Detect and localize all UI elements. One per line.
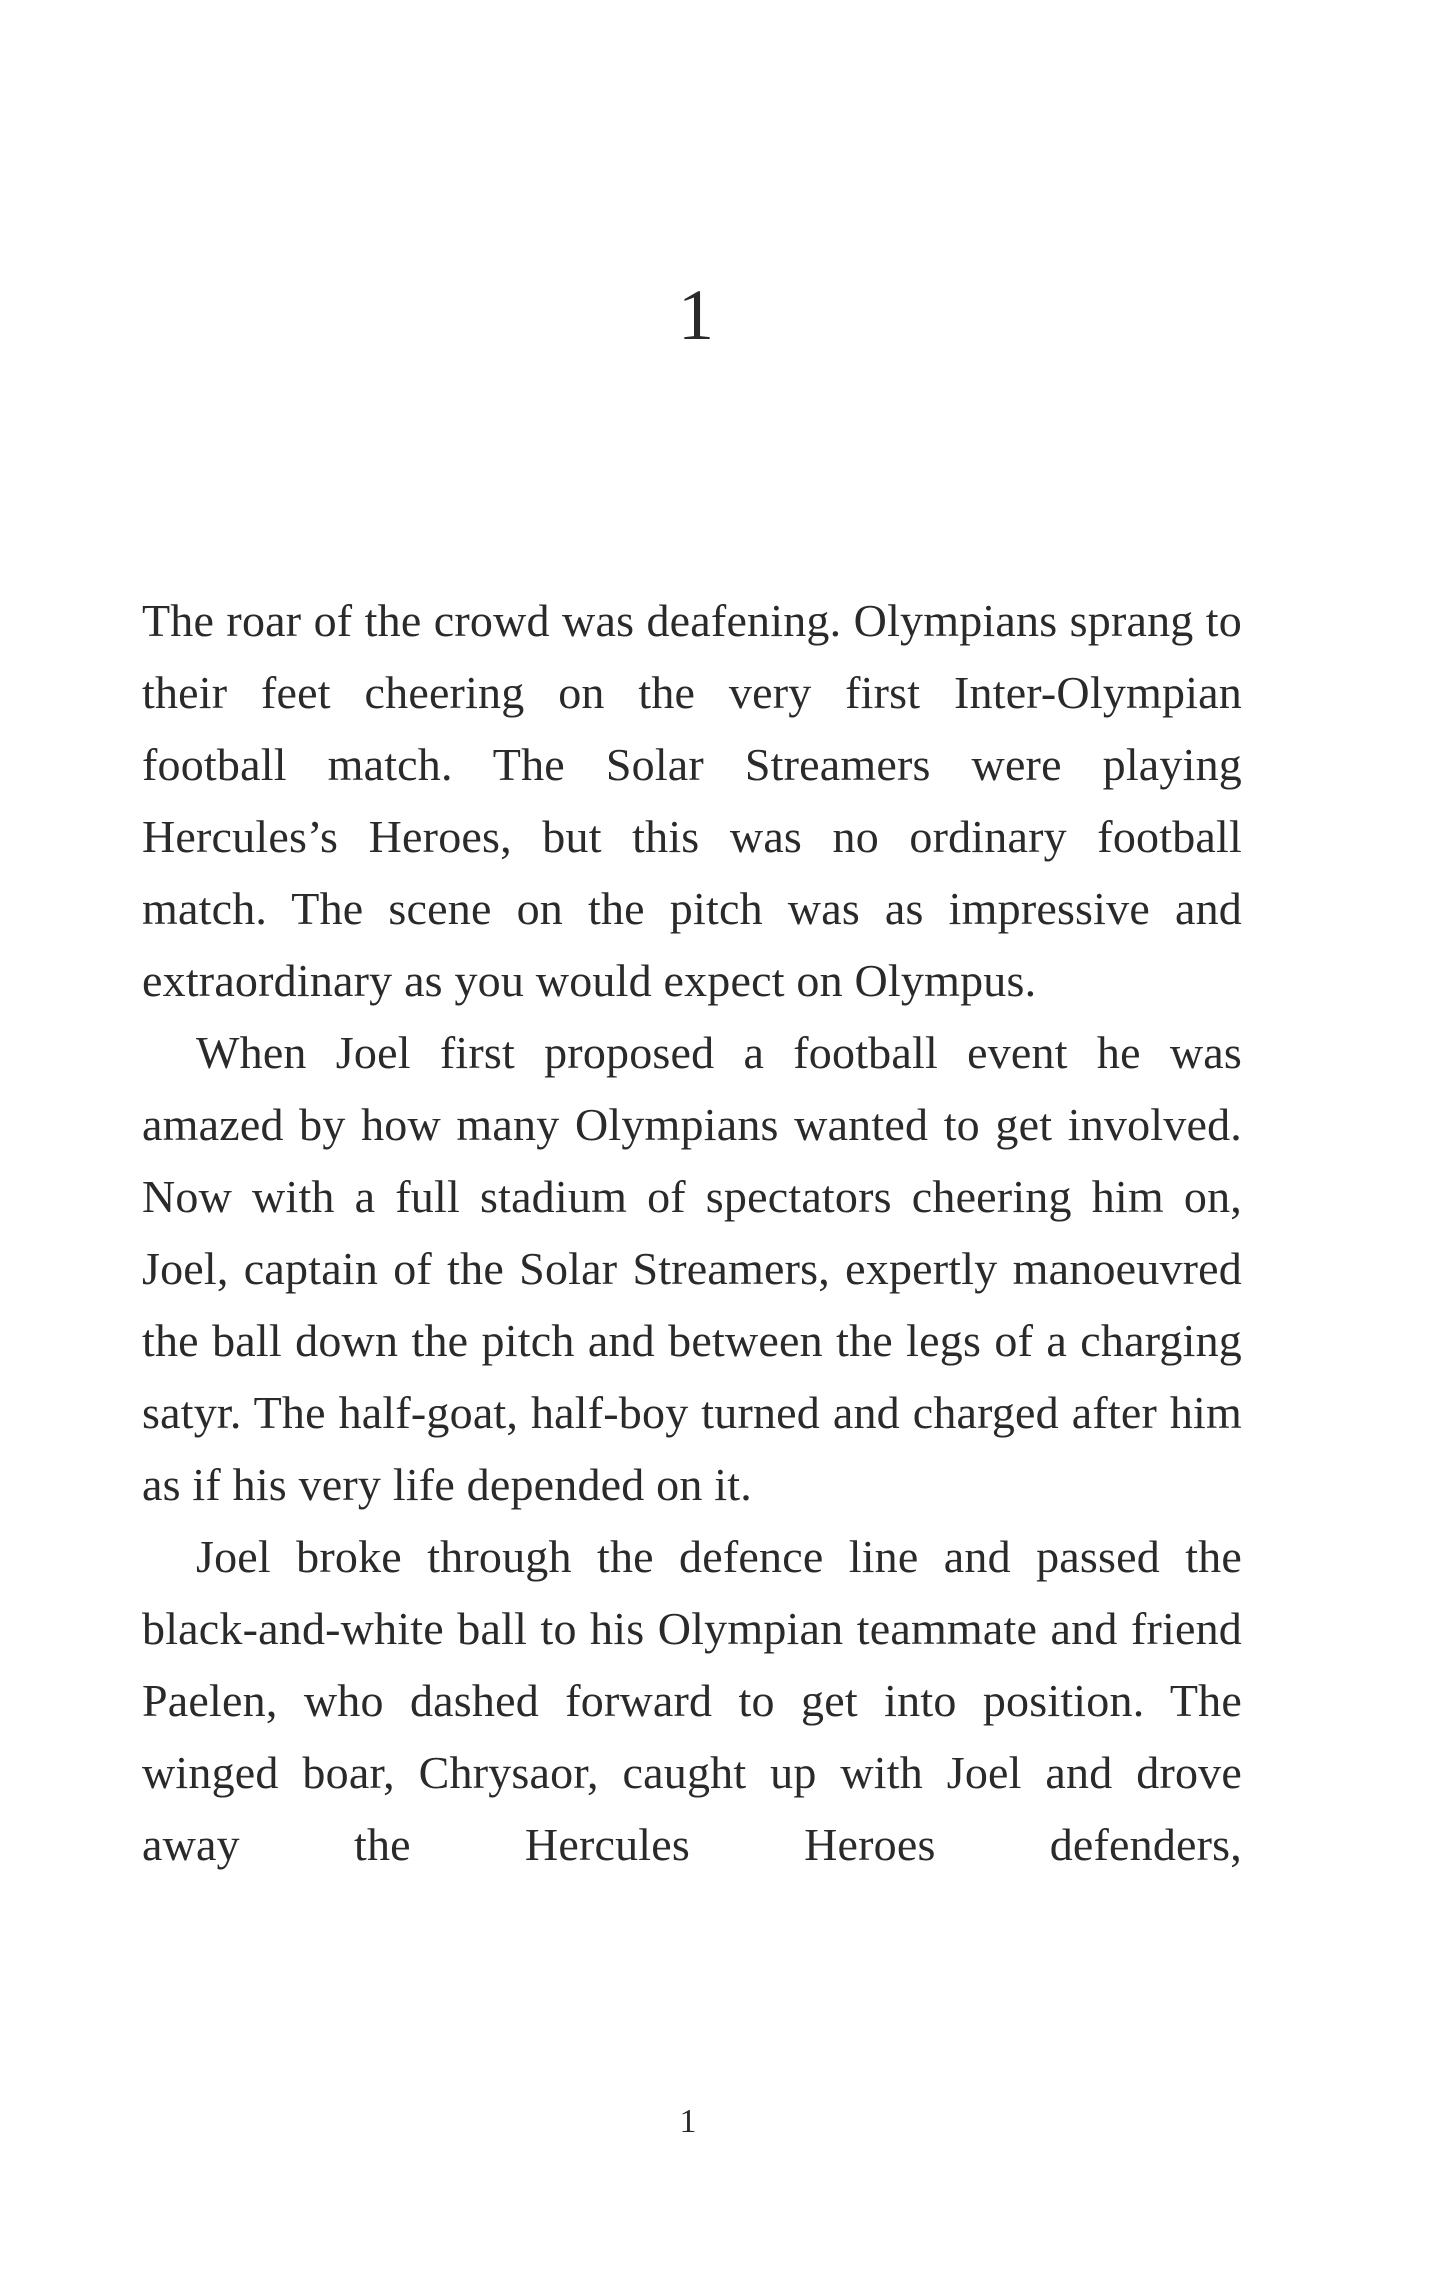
paragraph-1: The roar of the crowd was deafening. Olympians sprang to their feet cheering on the very first Inter-Olympian football match. The Solar Streamers were playing Hercules’s Heroes, but this was no ordinary football match. The scene on the pitch was as impressive and extraordinary as you would expect on Olympus. bbox=[142, 595, 1242, 1006]
paragraph-3: Joel broke through the defence line and passed the black-and-white ball to his Olympian teammate and friend Paelen, who dashed forward to get into position. The winged boar, Chrysaor, caught up with Joel and drove away the Hercules Heroes defenders, bbox=[142, 1531, 1242, 1870]
paragraph-2: When Joel first proposed a football event he was amazed by how many Olympians wanted to get involved. Now with a full stadium of spectators cheering him on, Joel, captain of the Solar Streamers, expertly manoeuvred the ball down the pitch and between the legs of a charging satyr. The half-goat, half-boy turned and charged after him as if his very life depended on it. bbox=[142, 1027, 1242, 1510]
chapter-number: 1 bbox=[678, 275, 714, 355]
chapter-text bbox=[142, 585, 1242, 1881]
page-number: 1 bbox=[679, 2103, 697, 2140]
